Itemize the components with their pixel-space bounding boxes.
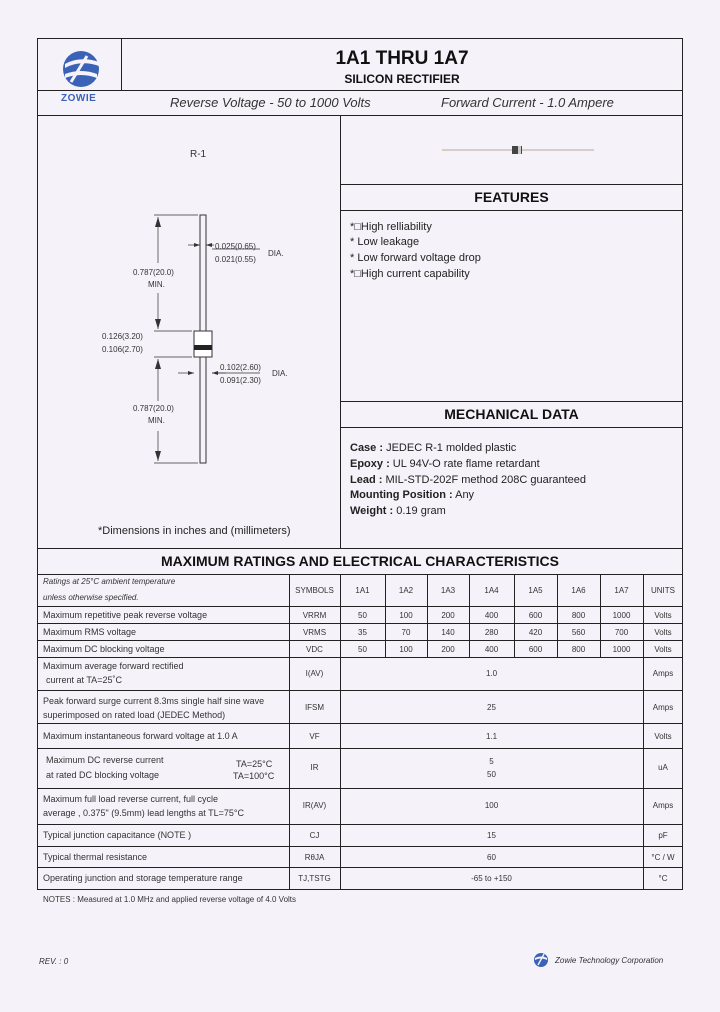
row-value: 100: [399, 645, 413, 654]
table-rule: [37, 640, 683, 641]
divider: [340, 401, 683, 402]
divider: [340, 184, 683, 185]
row-label: current at TA=25˚C: [46, 675, 122, 685]
mech-mounting-label: Mounting Position :: [350, 489, 453, 501]
feature-item: * Low leakage: [350, 236, 420, 248]
ratings-title: MAXIMUM RATINGS AND ELECTRICAL CHARACTERISTICS: [161, 553, 559, 569]
table-rule: [37, 748, 683, 749]
row-label: Maximum average forward rectified: [43, 661, 184, 671]
row-label: Maximum RMS voltage: [43, 627, 137, 637]
row-value: 600: [528, 611, 543, 620]
row-value: 5: [489, 757, 494, 766]
mech-weight-label: Weight :: [350, 505, 394, 517]
row-value: -65 to +150: [471, 874, 512, 883]
row-symbol: RθJA: [304, 853, 325, 862]
row-label: average , 0.375" (9.5mm) lead lengths at TL=75°C: [43, 808, 244, 818]
row-value: 1000: [612, 645, 631, 654]
col-1a4: 1A4: [484, 586, 499, 595]
row-value: 60: [487, 853, 496, 862]
col-1a2: 1A2: [398, 586, 414, 595]
row-value: 50: [358, 645, 367, 654]
doc-subtitle: SILICON RECTIFIER: [344, 72, 460, 86]
lead-dia-min: 0.021(0.55): [215, 255, 256, 264]
divider: [340, 210, 683, 211]
row-value: 50: [358, 611, 367, 620]
body-length-max: 0.126(3.20): [102, 332, 143, 341]
table-rule: [37, 623, 683, 624]
mech-lead: [350, 474, 586, 486]
package-label: R-1: [190, 149, 207, 160]
table-rule: [37, 846, 683, 847]
table-rule: [37, 723, 683, 724]
row-symbol: IR(AV): [302, 801, 327, 810]
ratings-note-2: unless otherwise specified.: [43, 593, 139, 602]
row-label: Typical junction capacitance (NOTE ): [43, 830, 192, 840]
divider: [37, 548, 683, 549]
divider: [37, 90, 683, 91]
row-unit: Volts: [654, 732, 672, 741]
mech-case-label: Case :: [350, 442, 384, 454]
body-length-min: 0.106(2.70): [102, 345, 143, 354]
col-symbols: SYMBOLS: [295, 586, 334, 595]
row-condition: TA=25°C: [236, 759, 273, 769]
row-symbol: IFSM: [304, 703, 325, 712]
row-unit: °C / W: [651, 853, 675, 862]
forward-current: Forward Current - 1.0 Ampere: [441, 95, 614, 110]
row-value: 50: [487, 770, 496, 779]
row-value: 1.1: [485, 732, 498, 741]
row-value: 280: [484, 628, 499, 637]
col-1a1: 1A1: [355, 586, 370, 595]
divider: [37, 115, 683, 116]
row-unit: Amps: [652, 669, 674, 678]
row-label: at rated DC blocking voltage: [46, 770, 160, 780]
row-label: Maximum full load reverse current, full cycle: [43, 794, 219, 804]
company-name: Zowie Technology Corporation: [555, 956, 664, 965]
mech-lead-value: MIL-STD-202F method 208C guaranteed: [382, 474, 587, 486]
row-value: 420: [528, 628, 543, 637]
feature-item: * Low forward voltage drop: [350, 252, 481, 264]
divider: [37, 574, 683, 575]
lead-dia-max: 0.025(0.65): [215, 242, 256, 251]
notes-text: NOTES : Measured at 1.0 MHz and applied reverse voltage of 4.0 Volts: [43, 895, 297, 904]
row-label: Maximum DC blocking voltage: [43, 644, 165, 654]
mech-epoxy-label: Epoxy :: [350, 458, 390, 470]
row-unit: Volts: [654, 628, 672, 637]
row-unit: Amps: [652, 801, 674, 810]
mech-epoxy: [350, 458, 540, 470]
row-value: 200: [441, 645, 455, 654]
row-value: 800: [571, 611, 586, 620]
lead-length-bottom: 0.787(20.0): [133, 404, 174, 413]
lead-length-bottom-min: MIN.: [148, 416, 165, 425]
divider: [340, 115, 341, 548]
mech-epoxy-value: UL 94V-O rate flame retardant: [389, 458, 540, 470]
row-symbol: I(AV): [305, 669, 324, 678]
row-value: 15: [487, 831, 496, 840]
table-rule: [37, 657, 683, 658]
lead-dia-label: DIA.: [268, 249, 284, 258]
row-label: Peak forward surge current 8.3ms single half sine wave: [43, 696, 265, 706]
row-symbol: IR: [310, 763, 319, 772]
mech-lead-label: Lead :: [350, 474, 383, 486]
zowie-small-logo-icon: [533, 952, 549, 968]
mech-case: [350, 442, 516, 454]
table-rule: [37, 867, 683, 868]
zowie-logo: [57, 48, 105, 106]
row-value: 1.0: [485, 669, 498, 678]
row-value: 1000: [612, 611, 631, 620]
row-value: 25: [487, 703, 496, 712]
row-label: Maximum DC reverse current: [46, 755, 164, 765]
body-dia-min: 0.091(2.30): [220, 376, 261, 385]
doc-title: 1A1 THRU 1A7: [335, 48, 469, 69]
row-symbol: CJ: [309, 831, 320, 840]
col-1a5: 1A5: [528, 586, 543, 595]
divider: [340, 427, 683, 428]
row-value: 200: [441, 611, 455, 620]
row-label: Typical thermal resistance: [43, 852, 148, 862]
row-value: 600: [528, 645, 543, 654]
row-symbol: VF: [309, 732, 320, 741]
row-value: 70: [401, 628, 411, 637]
row-unit: Volts: [654, 645, 672, 654]
table-rule: [37, 788, 683, 789]
row-unit: uA: [658, 763, 668, 772]
col-1a6: 1A6: [571, 586, 586, 595]
mechanical-title: MECHANICAL DATA: [444, 406, 579, 422]
mech-weight-value: 0.19 gram: [393, 505, 446, 517]
row-symbol: VRRM: [302, 611, 327, 620]
logo-text: ZOWIE: [61, 93, 97, 104]
row-unit: °C: [658, 874, 668, 883]
mech-weight: [350, 505, 446, 517]
table-rule: [37, 824, 683, 825]
lead-length-top: 0.787(20.0): [133, 268, 174, 277]
dimensions-note: *Dimensions in inches and (millimeters): [98, 525, 291, 537]
row-value: 100: [484, 801, 499, 810]
features-title: FEATURES: [474, 189, 549, 205]
row-value: 800: [571, 645, 586, 654]
row-value: 400: [484, 645, 499, 654]
row-symbol: TJ,TSTG: [298, 874, 331, 883]
diode-photo: [440, 144, 600, 156]
zowie-logo-icon: [57, 48, 105, 92]
row-condition: TA=100°C: [233, 771, 275, 781]
table-rule: [37, 690, 683, 691]
lead-length-top-min: MIN.: [148, 280, 165, 289]
row-label: superimposed on rated load (JEDEC Method): [43, 710, 226, 720]
row-value: 100: [399, 611, 413, 620]
body-dia-label: DIA.: [272, 369, 288, 378]
ratings-note-1: Ratings at 25°C ambient temperature: [43, 577, 176, 586]
row-value: 700: [614, 628, 629, 637]
row-symbol: VDC: [306, 645, 323, 654]
row-value: 560: [571, 628, 586, 637]
mech-mounting-value: Any: [452, 489, 475, 501]
row-label: Maximum instantaneous forward voltage at 1.0 A: [43, 731, 238, 741]
mech-mounting: [350, 489, 474, 501]
row-value: 400: [484, 611, 499, 620]
row-symbol: VRMS: [302, 628, 327, 637]
row-unit: Amps: [652, 703, 674, 712]
row-unit: Volts: [654, 611, 672, 620]
body-dia-max: 0.102(2.60): [220, 363, 261, 372]
row-value: 140: [441, 628, 455, 637]
row-label: Maximum repetitive peak reverse voltage: [43, 610, 208, 620]
row-value: 35: [358, 628, 367, 637]
row-label: Operating junction and storage temperature range: [43, 873, 243, 883]
row-unit: pF: [658, 831, 668, 840]
col-1a7: 1A7: [614, 586, 629, 595]
mech-case-value: JEDEC R-1 molded plastic: [383, 442, 517, 454]
col-1a3: 1A3: [440, 586, 456, 595]
feature-item: *□High relliability: [350, 221, 432, 233]
revision: REV. : 0: [39, 957, 69, 966]
col-units: UNITS: [651, 586, 675, 595]
table-rule: [37, 606, 683, 607]
feature-item: *□High current capability: [350, 268, 470, 280]
reverse-voltage: Reverse Voltage - 50 to 1000 Volts: [170, 95, 371, 110]
